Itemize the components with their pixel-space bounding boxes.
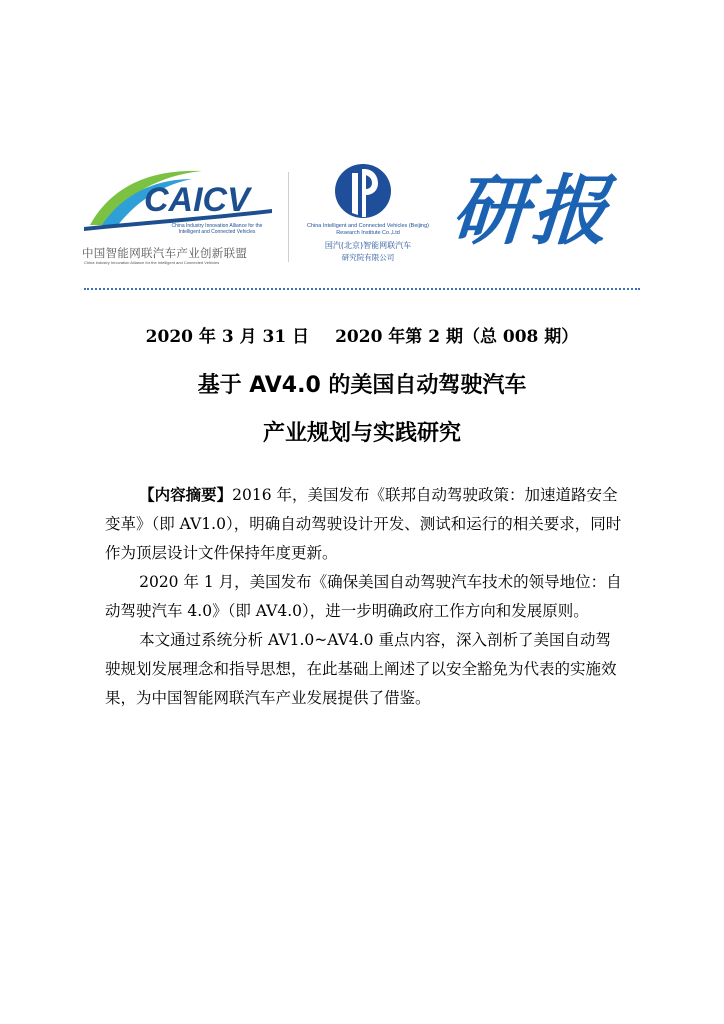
caicv-english-name-small: China Industry Innovation Alliance for the Intelligent and Connected Vehicles: [84, 260, 220, 265]
cicv-logo: [298, 163, 438, 263]
issue-line: [0, 322, 724, 347]
document-title-line2: 产业规划与实践研究: [262, 421, 461, 446]
issue-date: 2020 年 3 月 31 日: [145, 327, 310, 347]
abstract-label: 【内容摘要】: [139, 485, 233, 504]
caicv-english-name: China Industry Innovation Alliance for the Intelligent and Connected Vehicles: [171, 223, 263, 235]
caicv-logo: [82, 165, 277, 265]
caicv-wordmark: CAICV: [144, 181, 250, 219]
cicv-emblem-icon: [334, 163, 392, 219]
logo-divider: [288, 172, 289, 262]
document-title-line1: 基于 AV4.0 的美国自动驾驶汽车: [197, 373, 527, 398]
cicv-chinese-name-line2: 研究院有限公司: [341, 253, 395, 262]
cicv-chinese-name-line1: 国汽(北京)智能网联汽车: [324, 241, 412, 250]
abstract: [105, 480, 625, 713]
cicv-english-name: China Intelligent and Connected Vehicles (Beijing) Research Institute Co.,Ltd: [307, 223, 429, 236]
abstract-paragraph-3: 本文通过系统分析 AV1.0~AV4.0 重点内容，深入剖析了美国自动驾驶规划发展理念和指导思想，在此基础上阐述了以安全豁免为代表的实施效果，为中国智能网联汽车产业发展提供了借鉴。: [105, 631, 617, 707]
header-divider: [84, 288, 640, 290]
abstract-paragraph-2: 2020 年 1 月，美国发布《确保美国自动驾驶汽车技术的领导地位：自动驾驶汽车 4.0》（即 AV4.0），进一步明确政府工作方向和发展原则。: [105, 573, 622, 620]
abstract-paragraph-1-text: 2016 年，美国发布《联邦自动驾驶政策：加速道路安全变革》（即 AV1.0），明确自动驾驶设计开发、测试和运行的相关要求，同时作为顶层设计文件保持年度更新。: [105, 486, 622, 562]
issue-number: 2020 年第 2 期（总 008 期）: [335, 327, 579, 347]
report-mark: 研报: [448, 166, 616, 255]
caicv-chinese-name: 中国智能网联汽车产业创新联盟: [82, 246, 248, 260]
abstract-paragraph-1: [105, 480, 625, 568]
report-header: [0, 0, 724, 280]
